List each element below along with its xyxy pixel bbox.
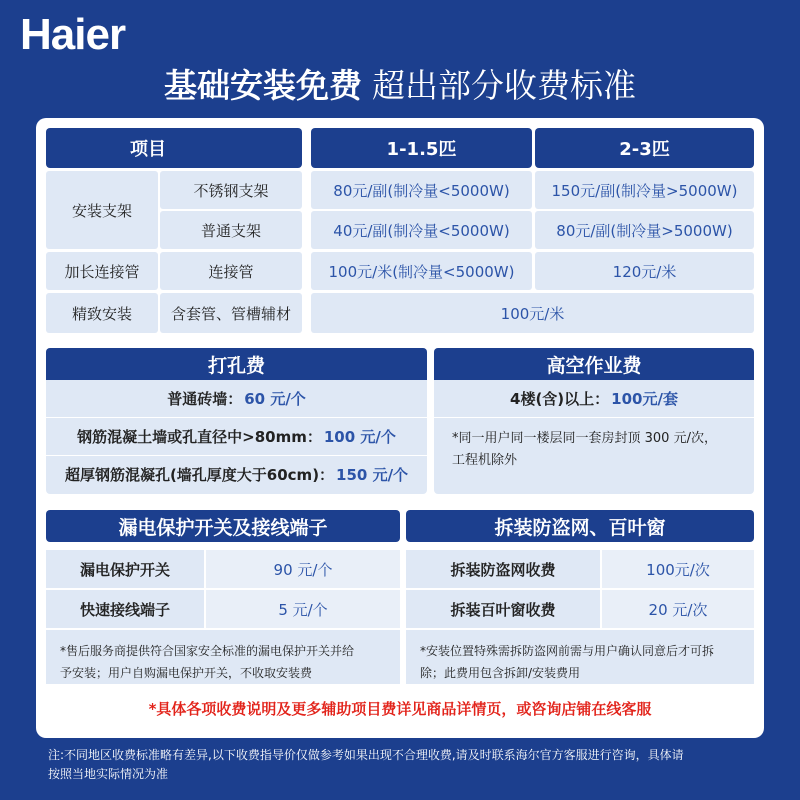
leakage-title: 漏电保护开关及接线端子 (46, 510, 400, 542)
dismantle-value: 20 元/次 (602, 590, 754, 628)
note-line: 除；此费用包含拆卸/安装费用 (420, 666, 581, 680)
header-item: 项目 (46, 128, 302, 168)
leakage-row-terminal (46, 590, 400, 628)
note-line: *同一用户同一楼层同一套房封顶 300 元/次， (452, 431, 717, 446)
high-altitude-box (434, 348, 754, 494)
item-normal-bracket: 普通支架 (160, 211, 302, 249)
header-large: 2-3匹 (535, 128, 754, 168)
drilling-value: 100 元/个 (323, 428, 396, 446)
leakage-value: 5 元/个 (206, 590, 400, 628)
headline-light: 超出部分收费标准 (372, 66, 636, 105)
dismantle-title: 拆装防盗网、百叶窗 (406, 510, 754, 542)
drilling-line-thick (46, 455, 427, 493)
price-fine-install: 100元/米 (311, 293, 754, 333)
price-normal-large: 80元/副(制冷量>5000W) (535, 211, 754, 249)
dismantle-key: 拆装防盗网收费 (406, 550, 600, 588)
dismantle-key: 拆装百叶窗收费 (406, 590, 600, 628)
high-altitude-note (434, 417, 754, 472)
price-stainless-small: 80元/副(制冷量<5000W) (311, 171, 532, 209)
high-altitude-line (434, 380, 754, 417)
header-small: 1-1.5匹 (311, 128, 532, 168)
item-stainless-bracket: 不锈钢支架 (160, 171, 302, 209)
drilling-title: 打孔费 (46, 348, 427, 380)
note-line: *安装位置特殊需拆防盗网前需与用户确认同意后才可拆 (420, 644, 715, 658)
note-line: 工程机除外 (452, 453, 518, 468)
leakage-value: 90 元/个 (206, 550, 400, 588)
dismantle-row-blinds (406, 590, 754, 628)
headline-bold: 基础安装免费 (164, 66, 362, 105)
price-pipe-large: 120元/米 (535, 252, 754, 290)
price-pipe-small: 100元/米(制冷量<5000W) (311, 252, 532, 290)
dismantle-row-net (406, 550, 754, 588)
drilling-label: 超厚钢筋混凝孔(墙孔厚度大于60cm)： (64, 466, 335, 484)
price-normal-small: 40元/副(制冷量<5000W) (311, 211, 532, 249)
high-altitude-title: 高空作业费 (434, 348, 754, 380)
dismantle-note (406, 630, 754, 684)
dismantle-title-box (406, 510, 754, 542)
high-altitude-label: 4楼(含)以上： (510, 390, 610, 408)
price-stainless-large: 150元/副(制冷量>5000W) (535, 171, 754, 209)
leakage-note (46, 630, 400, 684)
group-extension-pipe: 加长连接管 (46, 252, 158, 290)
page-headline (0, 60, 800, 107)
drilling-value: 60 元/个 (244, 390, 306, 408)
price-panel (36, 118, 764, 738)
haier-logo: Haier (20, 10, 126, 59)
item-connection-pipe: 连接管 (160, 252, 302, 290)
drilling-line-brick (46, 380, 427, 417)
note-line: 予安装；用户自购漏电保护开关，不收取安装费 (60, 666, 313, 680)
group-fine-install: 精致安装 (46, 293, 158, 333)
details-warning: *具体各项收费说明及更多辅助项目费详见商品详情页，或咨询店铺在线客服 (148, 700, 652, 718)
group-bracket: 安装支架 (46, 171, 158, 249)
note-line: *售后服务商提供符合国家安全标准的漏电保护开关并给 (60, 644, 355, 658)
drilling-line-concrete (46, 417, 427, 455)
drilling-value: 150 元/个 (336, 466, 409, 484)
leakage-title-box (46, 510, 400, 542)
leakage-row-switch (46, 550, 400, 588)
footer-note (48, 746, 768, 784)
footer-line: 按照当地实际情况为准 (48, 767, 169, 781)
leakage-key: 漏电保护开关 (46, 550, 204, 588)
drilling-label: 普通砖墙： (167, 390, 243, 408)
footer-line: 注:不同地区收费标准略有差异,以下收费指导价仅做参考如果出现不合理收费,请及时联系海尔官方客服进行咨询，具体请 (48, 748, 684, 762)
dismantle-value: 100元/次 (602, 550, 754, 588)
high-altitude-value: 100元/套 (611, 390, 678, 408)
drilling-label: 钢筋混凝土墙或孔直径中>80mm： (77, 428, 322, 446)
drilling-box (46, 348, 427, 494)
item-sleeve-materials: 含套管、管槽辅材 (160, 293, 302, 333)
leakage-key: 快速接线端子 (46, 590, 204, 628)
